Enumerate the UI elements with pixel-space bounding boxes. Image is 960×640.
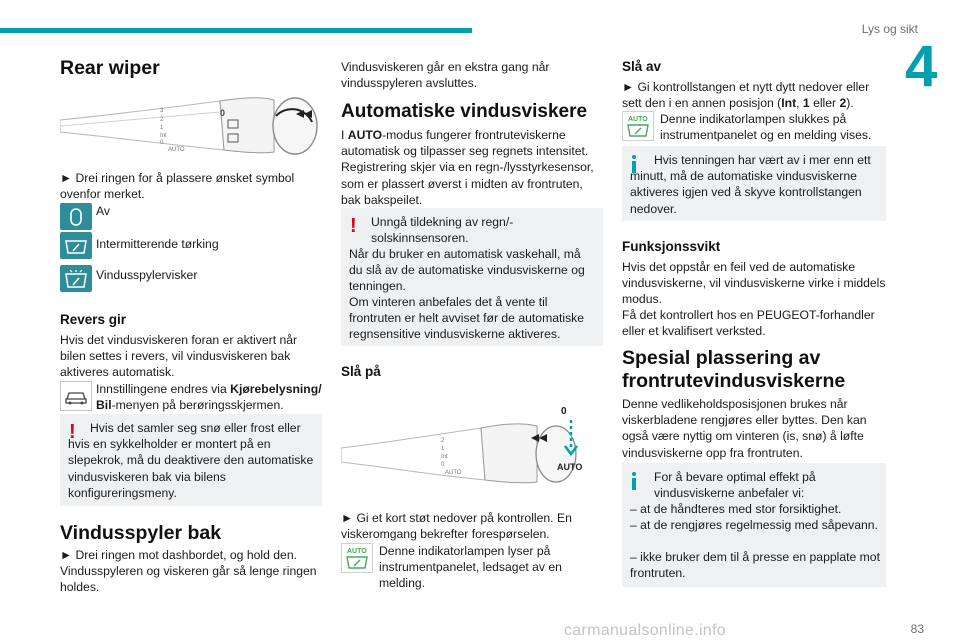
special-position-text: Denne vedlikeholdsposisjonen brukes når viskerbladene rengjøres eller byttes. Den kan også være nyttig om vinteren (is, snø) å løfte vindusviskerne opp fra frontruten. xyxy=(622,397,867,460)
svg-text:AUTO: AUTO xyxy=(628,116,648,123)
svg-text:AUTO: AUTO xyxy=(445,470,462,476)
care-tip-2: – at de rengjøres regelmessig med såpevann. xyxy=(630,518,878,532)
rear-washer-text: ► Drei ringen mot dashbordet, og hold den. Vindusspyleren og viskeren går så lenge ringen holdes. xyxy=(60,548,317,595)
care-tips-intro: For å bevare optimal effekt på vindusviskerne anbefaler vi: xyxy=(654,470,816,501)
warning-icon: ! xyxy=(69,421,76,443)
diagram-label-0: 0 xyxy=(561,406,567,417)
auto-wipers-warning-box xyxy=(341,208,603,346)
care-tips-box xyxy=(622,463,886,587)
auto-wipers-title: Automatiske vindusviskere xyxy=(341,101,588,122)
warning-line-3: Om vinteren anbefales det å vente til frontruten er helt avviset før de automatiske regnsensitive vindusviskerne aktiveres. xyxy=(349,295,585,342)
special-position-title: Spesial plassering av frontrutevindusviskerne xyxy=(622,347,846,392)
restart-info-box xyxy=(622,146,886,221)
settings-note: Innstillingene endres via Kjørebelysning/ Bil-menyen på berøringsskjermen. xyxy=(96,382,322,413)
lever-label-2: 2 xyxy=(160,117,164,123)
watermark: carmanualsonline.info xyxy=(564,622,726,639)
rear-wiper-instruction: ► Drei ringen for å plassere ønsket symbol ovenfor merket. xyxy=(60,171,295,202)
switch-on-instruction: ► Gi et kort støt nedover på kontrollen. En viskeromgang bekrefter forespørselen. xyxy=(341,511,572,542)
lever-label-3: 3 xyxy=(160,108,164,114)
lever-label-auto: AUTO xyxy=(168,147,185,153)
off-icon xyxy=(60,203,92,230)
position-washer-label: Vindusspylervisker xyxy=(96,268,198,282)
reverse-gear-title: Revers gir xyxy=(60,312,127,327)
svg-text:0: 0 xyxy=(441,462,445,468)
chapter-number: 4 xyxy=(905,34,938,99)
switch-on-title: Slå på xyxy=(341,364,381,379)
malfunction-text: Hvis det oppstår en feil ved de automatiske vindusviskerne, vil vindusviskerne virke i middels modus. xyxy=(622,260,886,307)
rear-wiper-warning-box xyxy=(60,414,322,506)
auto-wipers-text: I AUTO-modus fungerer frontruteviskerne automatisk og tilpasser seg regnets intensitet. Registrering skjer via en regn-/lysstyrkesensor, som er plassert øverst i midten av frontruten, bak bakspeilet. xyxy=(341,128,594,207)
lever-label-1: 1 xyxy=(160,125,164,131)
lever-label-0: 0 xyxy=(160,140,164,146)
auto-wipe-indicator-icon xyxy=(622,111,654,141)
diagram-label-auto: AUTO xyxy=(557,462,583,472)
washer-wipe-icon xyxy=(60,265,92,292)
auto-wipe-indicator-icon xyxy=(341,543,373,573)
care-tip-1: – at de håndteres med stor forsiktighet. xyxy=(630,502,842,516)
svg-text:1: 1 xyxy=(441,446,445,452)
svg-text:AUTO: AUTO xyxy=(347,548,367,555)
auto-lever-diagram xyxy=(341,398,601,498)
position-off-label: Av xyxy=(96,204,111,218)
page-number: 83 xyxy=(910,622,924,636)
reverse-gear-text: Hvis det vindusviskeren foran er aktivert når bilen settes i revers, vil vindusviskeren bak aktiveres automatisk. xyxy=(60,333,298,380)
warning-line-1: Unngå tildekning av regn/-solskinnsensoren. xyxy=(371,215,514,246)
lamp-on-text: Denne indikatorlampen lyser på instrumentpanelet, ledsaget av en melding. xyxy=(379,544,562,591)
care-tip-3: – ikke bruker dem til å presse en papplate mot frontruten. xyxy=(630,550,880,581)
svg-text:2: 2 xyxy=(441,438,445,444)
washer-continuation-text: Vindusviskeren går en ekstra gang når vindusspyleren avsluttes. xyxy=(341,60,550,91)
rear-washer-title: Vindusspyler bak xyxy=(60,522,222,544)
switch-off-instruction: ► Gi kontrollstangen et nytt dytt nedover eller sett den i en annen posisjon (Int, 1 eller 2). xyxy=(622,80,870,111)
switch-off-title: Slå av xyxy=(622,59,662,74)
intermittent-wipe-icon xyxy=(60,232,92,259)
warning-icon: ! xyxy=(350,215,357,237)
info-icon xyxy=(632,472,636,490)
lever-label-int: Int xyxy=(160,133,167,139)
rear-wiper-lever-diagram xyxy=(60,86,320,158)
restart-info-text: Hvis tenningen har vært av i mer enn ett minutt, må de automatiske vindusviskerne aktiveres igjen ved å skyve kontrollstangen nedover. xyxy=(630,153,871,216)
malfunction-text-2: Få det kontrollert hos en PEUGEOT-forhandler eller et kvalifisert verksted. xyxy=(622,308,875,339)
ring-label-0: 0 xyxy=(220,108,226,118)
rear-wiper-title: Rear wiper xyxy=(60,57,160,79)
rear-wiper-warning-text: Hvis det samler seg snø eller frost eller hvis en sykkelholder er montert på en slepekrok, må du deaktivere den automatiske vindusviskeren bak via bilens konfigureringsmeny. xyxy=(68,421,314,500)
position-intermittent-label: Intermitterende tørking xyxy=(96,237,219,251)
car-settings-icon xyxy=(60,381,92,411)
warning-line-2: Når du bruker en automatisk vaskehall, må du slå av de automatiske vindusviskerne og tenningen. xyxy=(349,247,585,294)
header-accent-bar xyxy=(0,28,472,33)
malfunction-title: Funksjonssvikt xyxy=(622,239,721,254)
lamp-off-text: Denne indikatorlampen slukkes på instrumentpanelet og en melding vises. xyxy=(660,112,872,143)
svg-text:Int: Int xyxy=(441,454,448,460)
section-title: Lys og sikt xyxy=(861,22,918,36)
